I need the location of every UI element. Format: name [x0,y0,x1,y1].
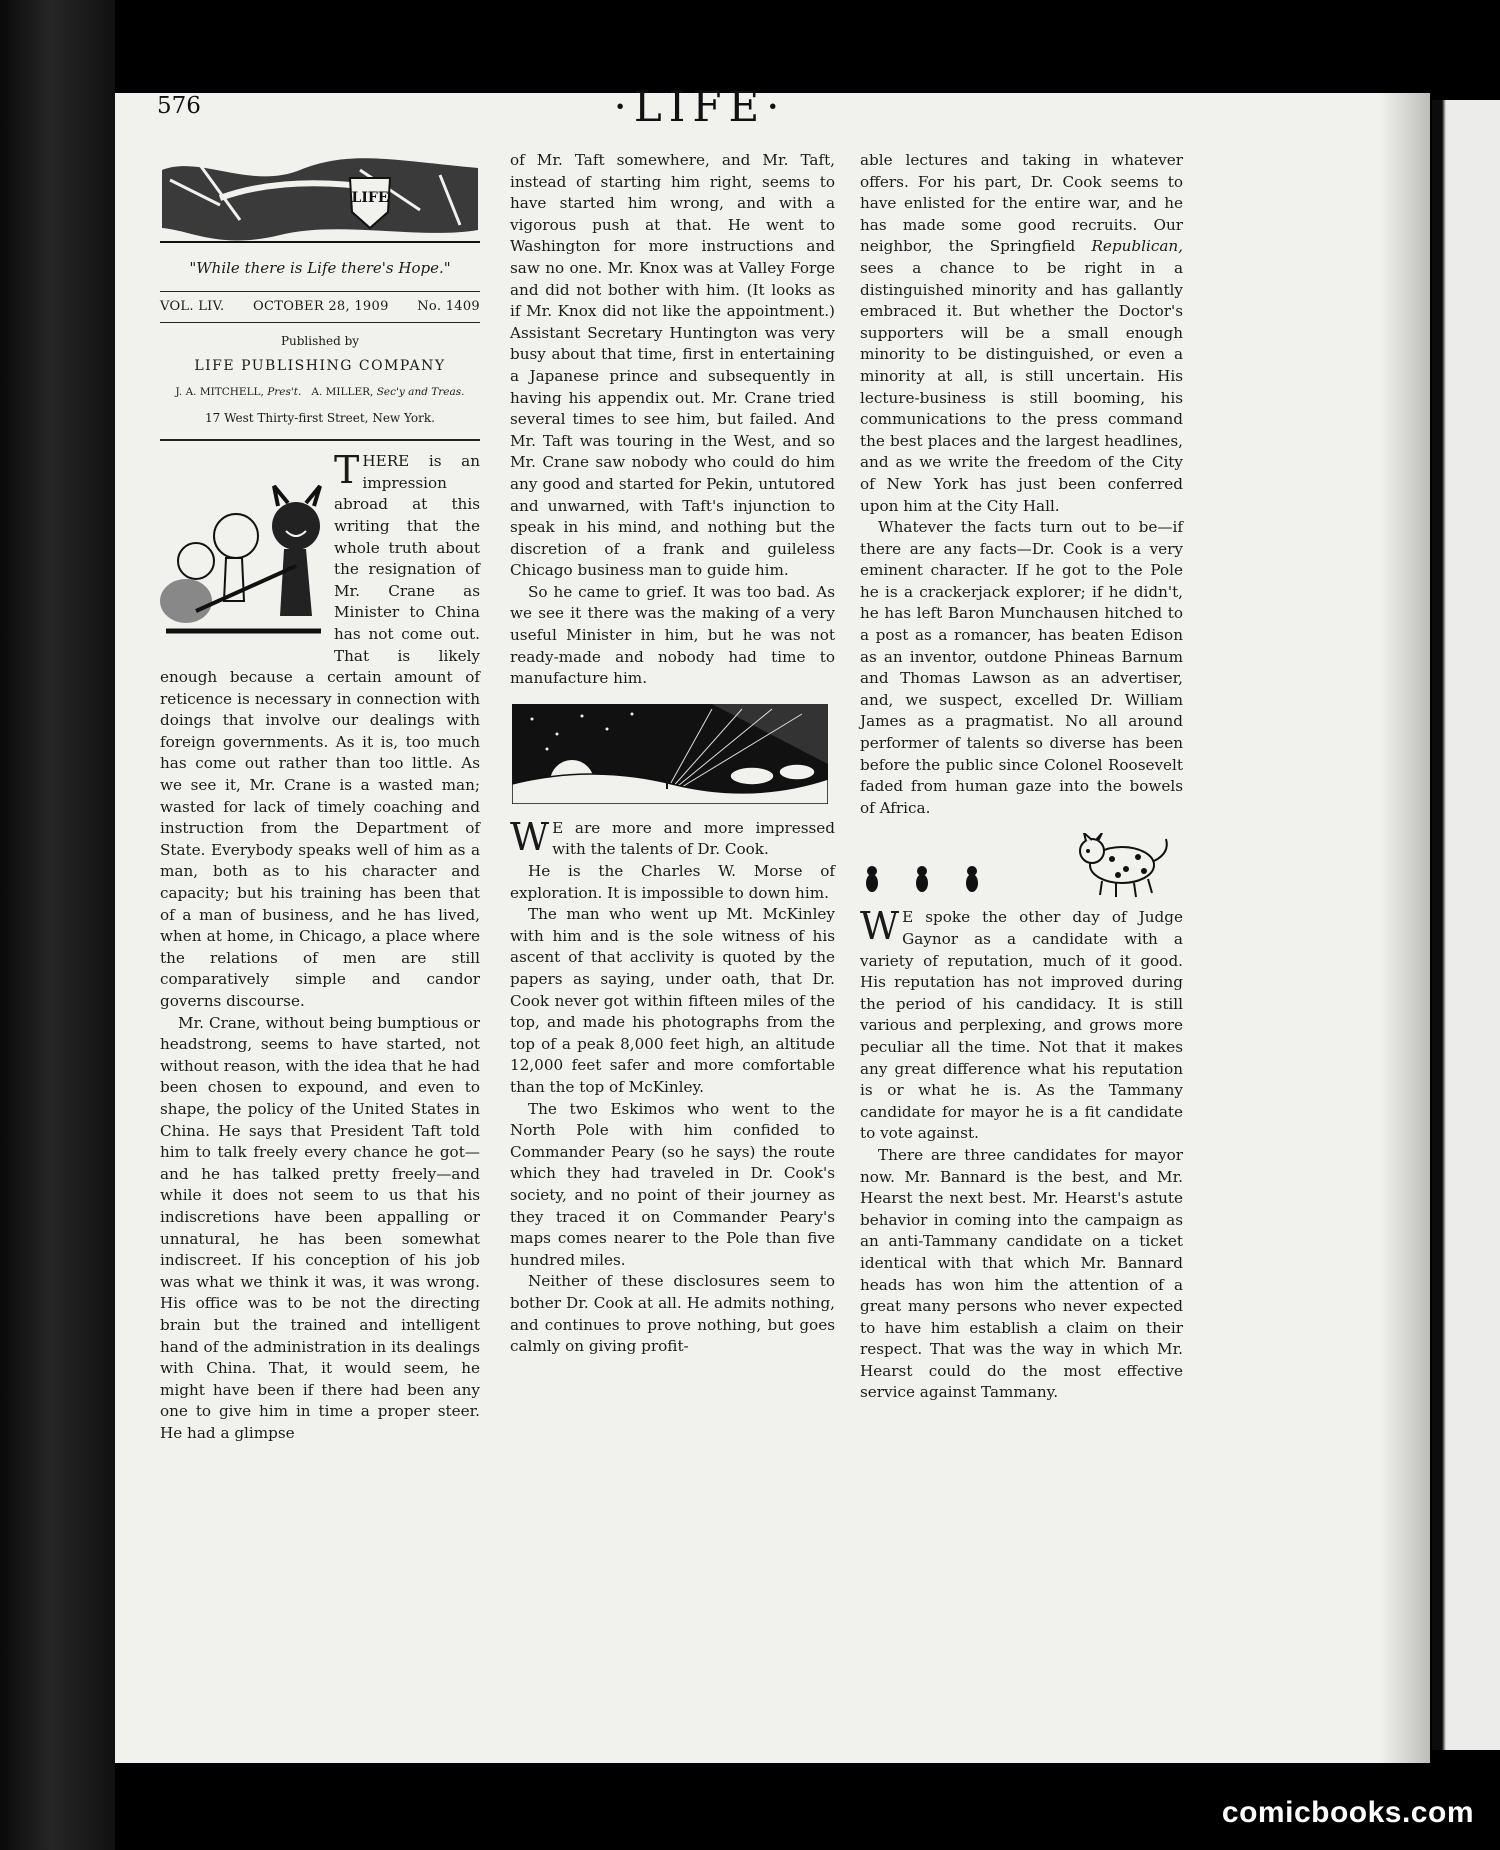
officer-1-name: J. A. MITCHELL, [175,385,264,398]
publisher-address: 17 West Thirty-first Street, New York. [205,410,435,425]
masthead-title: ·LIFE· [613,82,787,131]
facing-page-edge [1432,100,1500,1750]
article-cook-paragraph-3: The man who went up Mt. McKinley with him and is the sole witness of his ascent of that acclivity is quoted by the papers as saying, under oath, that Dr. Cook never got within fifteen miles of the top, and made his photographs from the top of a peak 8,000 feet high, an altitude 12,000 feet safer and more comfortable than the top of McKinley. [510,905,835,1096]
dropcap-w: W [510,814,550,859]
officer-2-title: Sec'y and Treas. [376,385,465,398]
scan-background [0,0,115,1850]
devil-shoveling-illustration [156,451,326,651]
cat-and-mice-illustration [860,833,1183,899]
officer-2-name: A. MILLER, [311,385,374,398]
article-cook-paragraph-2: He is the Charles W. Morse of exploration. It is impossible to down him. [510,862,835,902]
article-crane-text-1: HERE is an impression abroad at this writing that the whole truth about the resignation of Mr. Crane as Minister to China has not come out. That is likely enough because a certain amount of reticence is necessary in connection with doings that involve our dealings with foreign governments. As it is, too much has come out rather than too little. As we see it, Mr. Crane is a wasted man; wasted for lack of timely coaching and instruction from the Department of State. Everybody speaks well of him as a man, both as to his character and capacity; but his training has been that of a man of business, and he has lived, when at home, in Chicago, a place where the relations of men are still comparatively simple and candor governs discourse. [160,452,480,1010]
article-gaynor-paragraph-1 [860,904,1183,1145]
officer-1-title: Pres't. [267,385,302,398]
issue-date: OCTOBER 28, 1909 [253,299,389,315]
article-cook-paragraph-5: Neither of these disclosures seem to bother Dr. Cook at all. He admits nothing, and continues to prove nothing, but goes calmly on giving profit- [510,1272,835,1356]
volume-number: VOL. LIV. [160,299,225,315]
column-2 [510,150,835,1358]
life-logo-illustration [160,150,480,245]
published-by: Published by [280,333,360,348]
article-cook-text-6b: sees a chance to be right in a distinguished minority and has gallantly embraced it. But whether the Doctor's supporters will be a small enough minority to be distinguished, or even a minority at all, is still uncertain. His lecture-business is still booming, his communications to the press command the best places and the largest headlines, and as we write the freedom of the City of New York has just been conferred upon him at the City Hall. [860,258,1183,515]
watermark: comicbooks.com [1221,1796,1474,1829]
article-cook-text-1: E are more and more impressed with the talents of Dr. Cook. [552,818,835,859]
dropcap-w-gaynor: W [860,904,900,949]
volume-line [160,291,480,323]
column-1 [160,150,480,1444]
publisher-name: LIFE PUBLISHING COMPANY [194,358,446,375]
article-cook-text-6a: able lectures and taking in whatever offers. For his part, Dr. Cook seems to have enlisted for the entire war, and he has made some good recruits. Our neighbor, the Springfield [860,151,1183,256]
article-cook-paragraph-7: Whatever the facts turn out to be—if there are any facts—Dr. Cook is a very eminent character. If he got to the Pole he is a crackerjack explorer; if he didn't, he has left Baron Munchausen hitched to a post as a romancer, has beaten Edison as an inventor, outdone Phineas Barnum and Thomas Lawson as an advertiser, and, we suspect, excelled Dr. William James as a pragmatist. No all around performer of talents so diverse has been before the public since Colonel Roosevelt faded from human gaze into the bowels of Africa. [860,518,1183,817]
article-crane-paragraph-3: of Mr. Taft somewhere, and Mr. Taft, instead of starting him right, seems to have started him wrong, and with a vigorous push at that. He went to Washington for more instructions and saw no one. Mr. Knox was at Valley Forge and did not bother with him. (It looks as if Mr. Knox did not like the appointment.) Assistant Secretary Huntington was very busy about that time, first in entertaining a Japanese prince and subsequently in having his appendix out. Mr. Crane tried several times to see him, but failed. And Mr. Taft was touring in the West, and so Mr. Crane saw nobody who could do him any good and started for Pekin, untutored and unwarned, with Taft's injunction to speak in his mind, and nothing but the discretion of a frank and guileless Chicago business man to guide him. [510,151,835,580]
article-gaynor-text-1: E spoke the other day of Judge Gaynor as a candidate with a variety of reputation, much of it good. His reputation has not improved during the period of his candidacy. It is still various and perplexing, and grows more peculiar all the time. Not that it makes any great difference what his reputation is or what he is. As the Tammany candidate for mayor he is a fit candidate to vote against. [860,908,1183,1143]
issue-number: No. 1409 [417,299,480,315]
dropcap-t: T [334,448,360,493]
logo-shield-text: LIFE [351,190,389,206]
article-cook-paragraph-6 [860,150,1183,517]
arctic-scene-illustration [512,704,828,804]
article-gaynor-paragraph-2: There are three candidates for mayor now. Mr. Bannard is the best, and Mr. Hearst the next best. Mr. Hearst's astute behavior in coming into the campaign as an anti-Tammany candidate on a ticket identical with that which Mr. Bannard heads has won him the attention of a great many persons who never expected to have him establish a claim on their respect. That was the way in which Mr. Hearst could do the most effective service against Tammany. [860,1145,1183,1402]
article-cook-paragraph-1 [510,814,835,861]
spine-shadow [1380,93,1430,1763]
springfield-republican: Republican, [1091,237,1183,256]
publisher-block [160,323,480,441]
article-crane-paragraph-4: So he came to grief. It was too bad. As we see it there was the making of a very useful Minister in him, but he was not ready-made and nobody had time to manufacture him. [510,582,835,688]
publisher-officers [160,382,480,404]
page-number: 576 [157,93,201,119]
motto: "While there is Life there's Hope." [189,258,451,277]
column-3 [860,150,1183,1404]
article-crane-paragraph-2: Mr. Crane, without being bumptious or headstrong, seems to have started, not without reason, with the idea that he had been chosen to expound, and even to shape, the policy of the United States in China. He says that President Taft told him to talk freely every chance he got—and he has talked pretty freely—and while it does not seem to us that his indiscretions have been appalling or unnatural, he has been somewhat indiscreet. If his conception of his job was what we think it was, it was wrong. His office was to be not the directing brain but the trained and intelligent hand of the administration in its dealings with China. That, it would seem, he might have been if there had been any one to give him in time a proper steer. He had a glimpse [160,1013,480,1442]
article-cook-paragraph-4: The two Eskimos who went to the North Pole with him confided to Commander Peary (so he says) the route which they had traveled in Dr. Cook's society, and no point of their journey as they traced it on Commander Peary's maps comes nearer to the Pole than five hundred miles. [510,1099,835,1269]
